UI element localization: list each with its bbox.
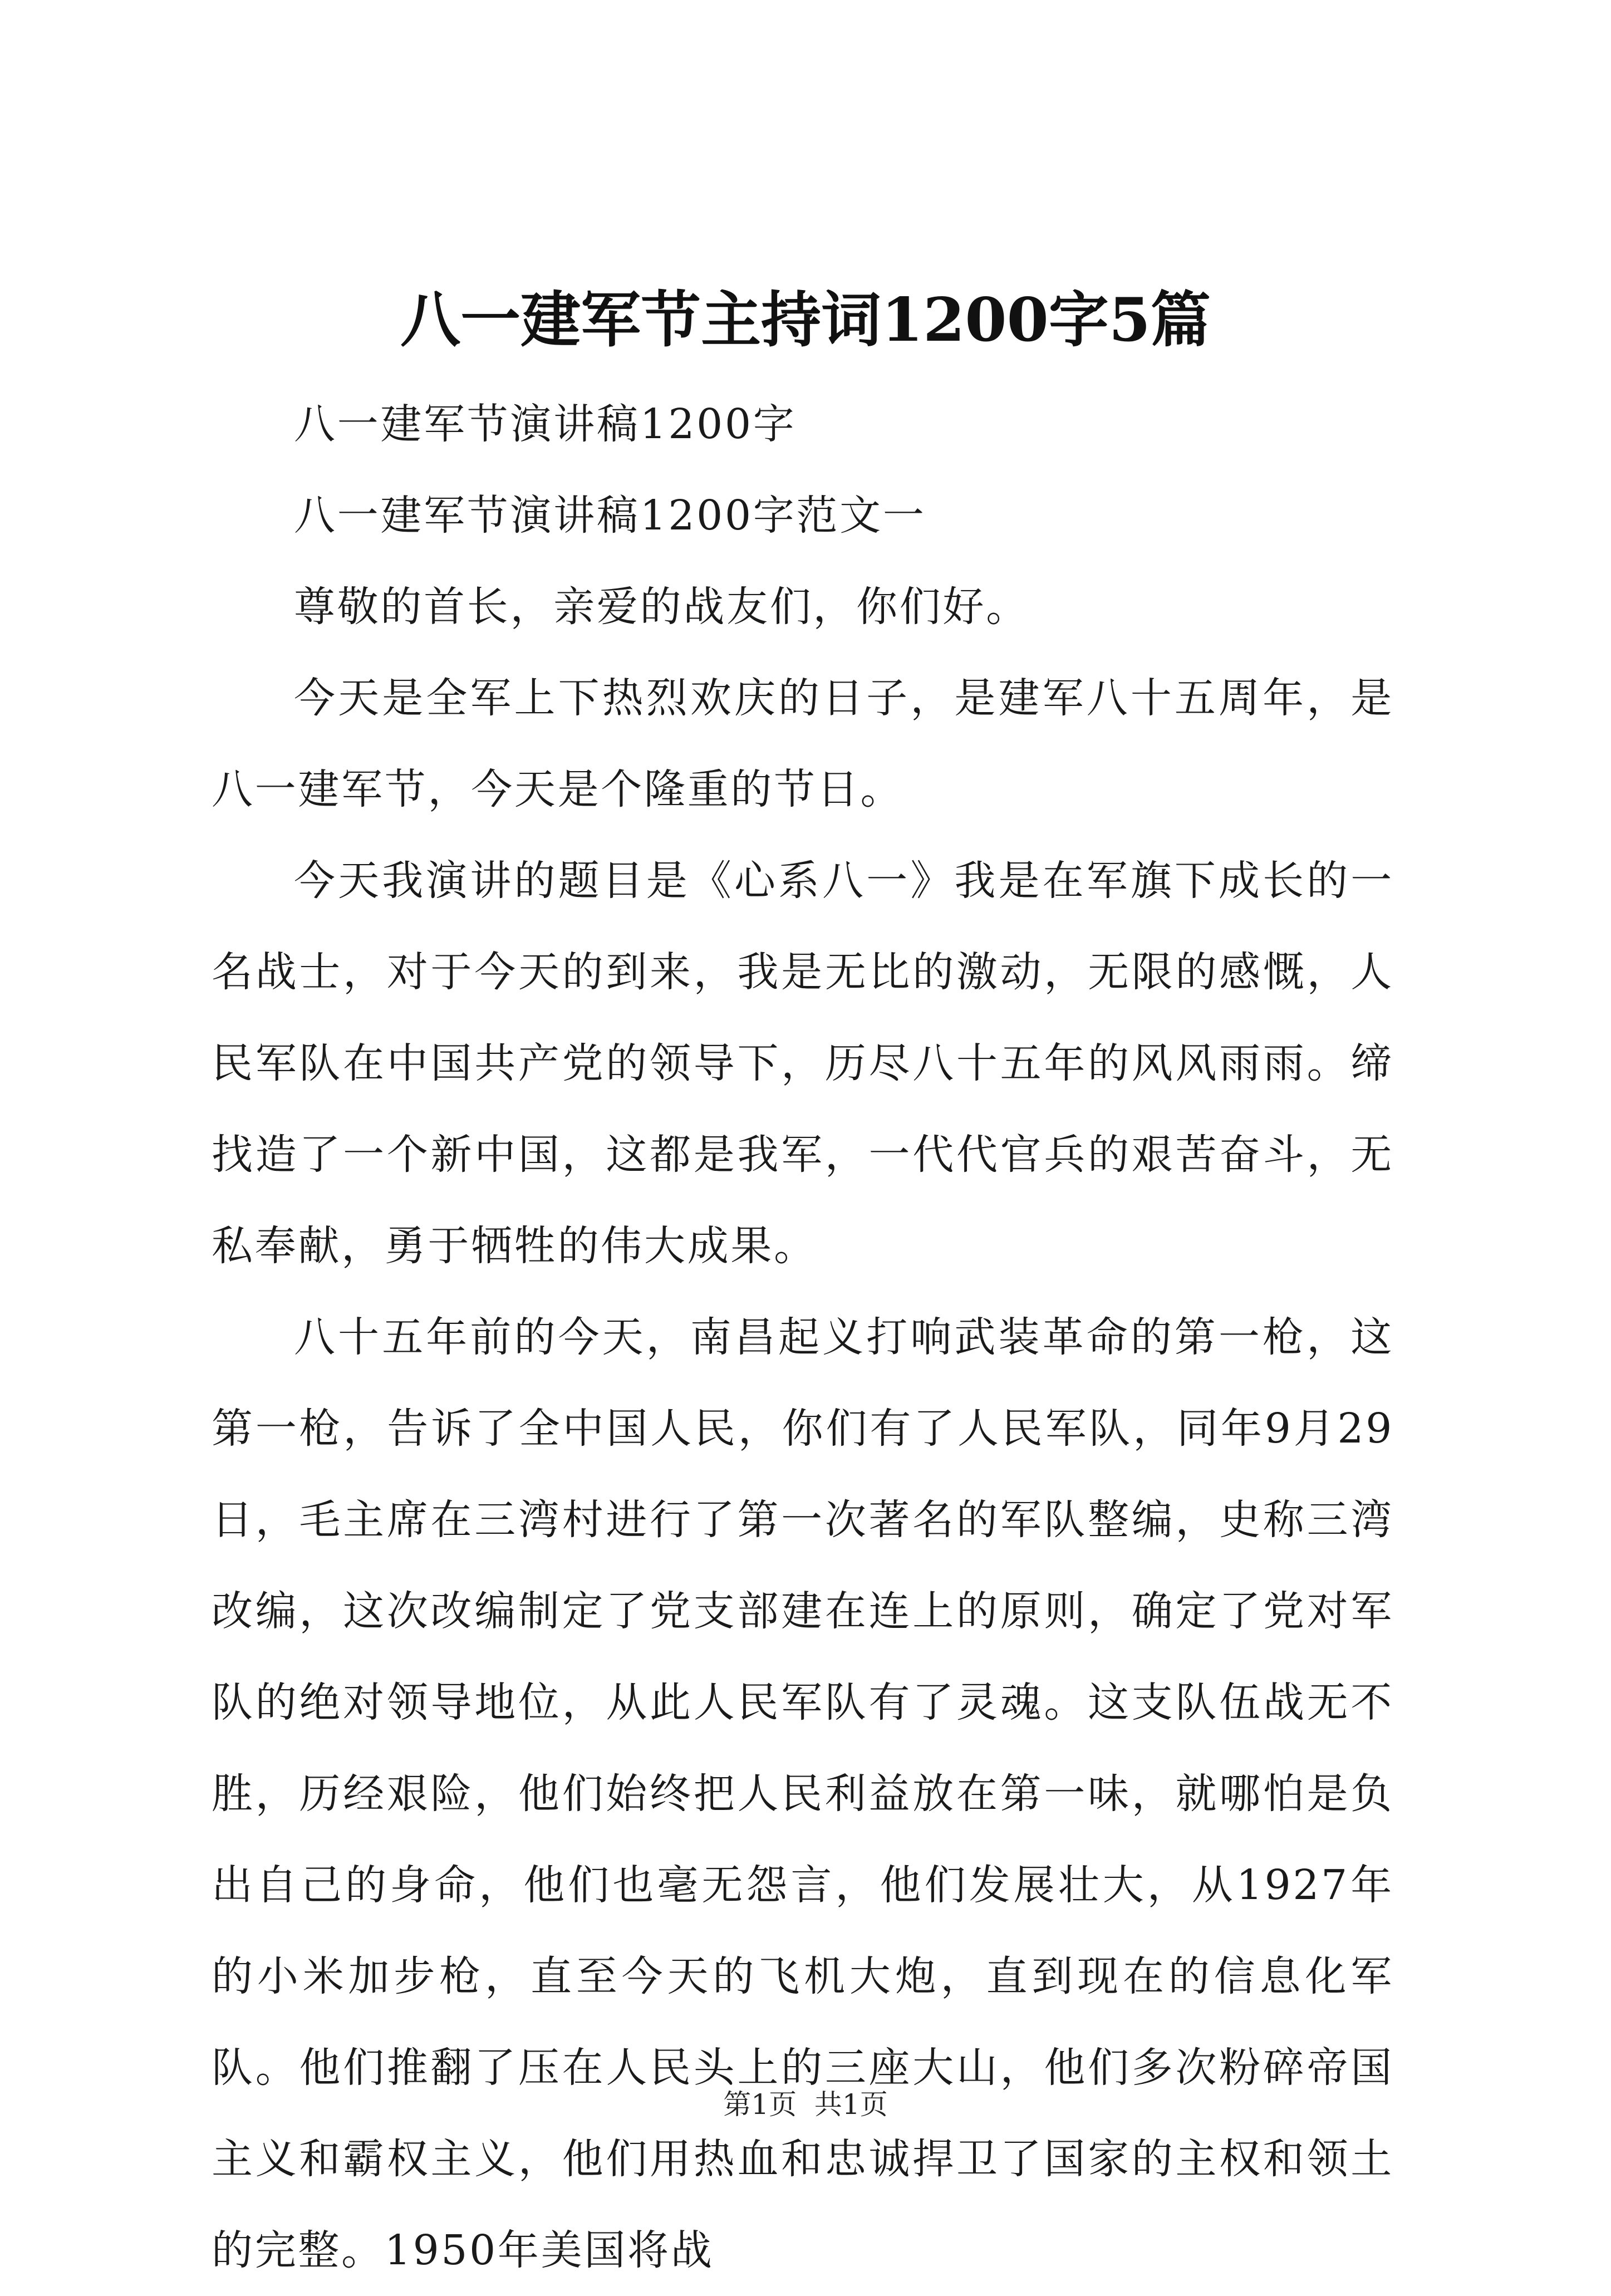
- page-footer: [0, 2085, 1611, 2124]
- paragraph: 八十五年前的今天，南昌起义打响武装革命的第一枪，这第一枪，告诉了全中国人民，你们有了人民军队，同年9月29日，毛主席在三湾村进行了第一次著名的军队整编，史称三湾改编，这次改编制定了党支部建在连上的原则，确定了党对军队的绝对领导地位，从此人民军队有了灵魂。这支队伍战无不胜，历经艰险，他们始终把人民利益放在第一味，就哪怕是负出自己的身命，他们也毫无怨言，他们发展壮大，从1927年的小米加步枪，直至今天的飞机大炮，直到现在的信息化军队。他们推翻了压在人民头上的三座大山，他们多次粉碎帝国主义和霸权主义，他们用热血和忠诚捍卫了国家的主权和领土的完整。1950年美国将战: [212, 1313, 1394, 2274]
- page-number: 第1页: [723, 2088, 797, 2121]
- paragraph-greeting: 尊敬的首长，亲爱的战友们，你们好。: [294, 583, 1029, 631]
- footer-spacer: [797, 2088, 814, 2121]
- page-total: 共1页: [814, 2088, 888, 2121]
- document-body: [212, 379, 1394, 2296]
- paragraph-section-heading: 八一建军节演讲稿1200字范文一: [294, 492, 926, 539]
- document-title: 八一建军节主持词1200字5篇: [400, 285, 1211, 355]
- paragraph-subtitle: 八一建军节演讲稿1200字: [294, 400, 797, 448]
- paragraph: 今天是全军上下热烈欢庆的日子，是建军八十五周年，是八一建军节，今天是个隆重的节日。: [212, 674, 1394, 813]
- paragraph: 今天我演讲的题目是《心系八一》我是在军旗下成长的一名战士，对于今天的到来，我是无比的激动，无限的感慨，人民军队在中国共产党的领导下，历尽八十五年的风风雨雨。缔找造了一个新中国，这都是我军，一代代官兵的艰苦奋斗，无私奉献，勇于牺牲的伟大成果。: [212, 857, 1394, 1270]
